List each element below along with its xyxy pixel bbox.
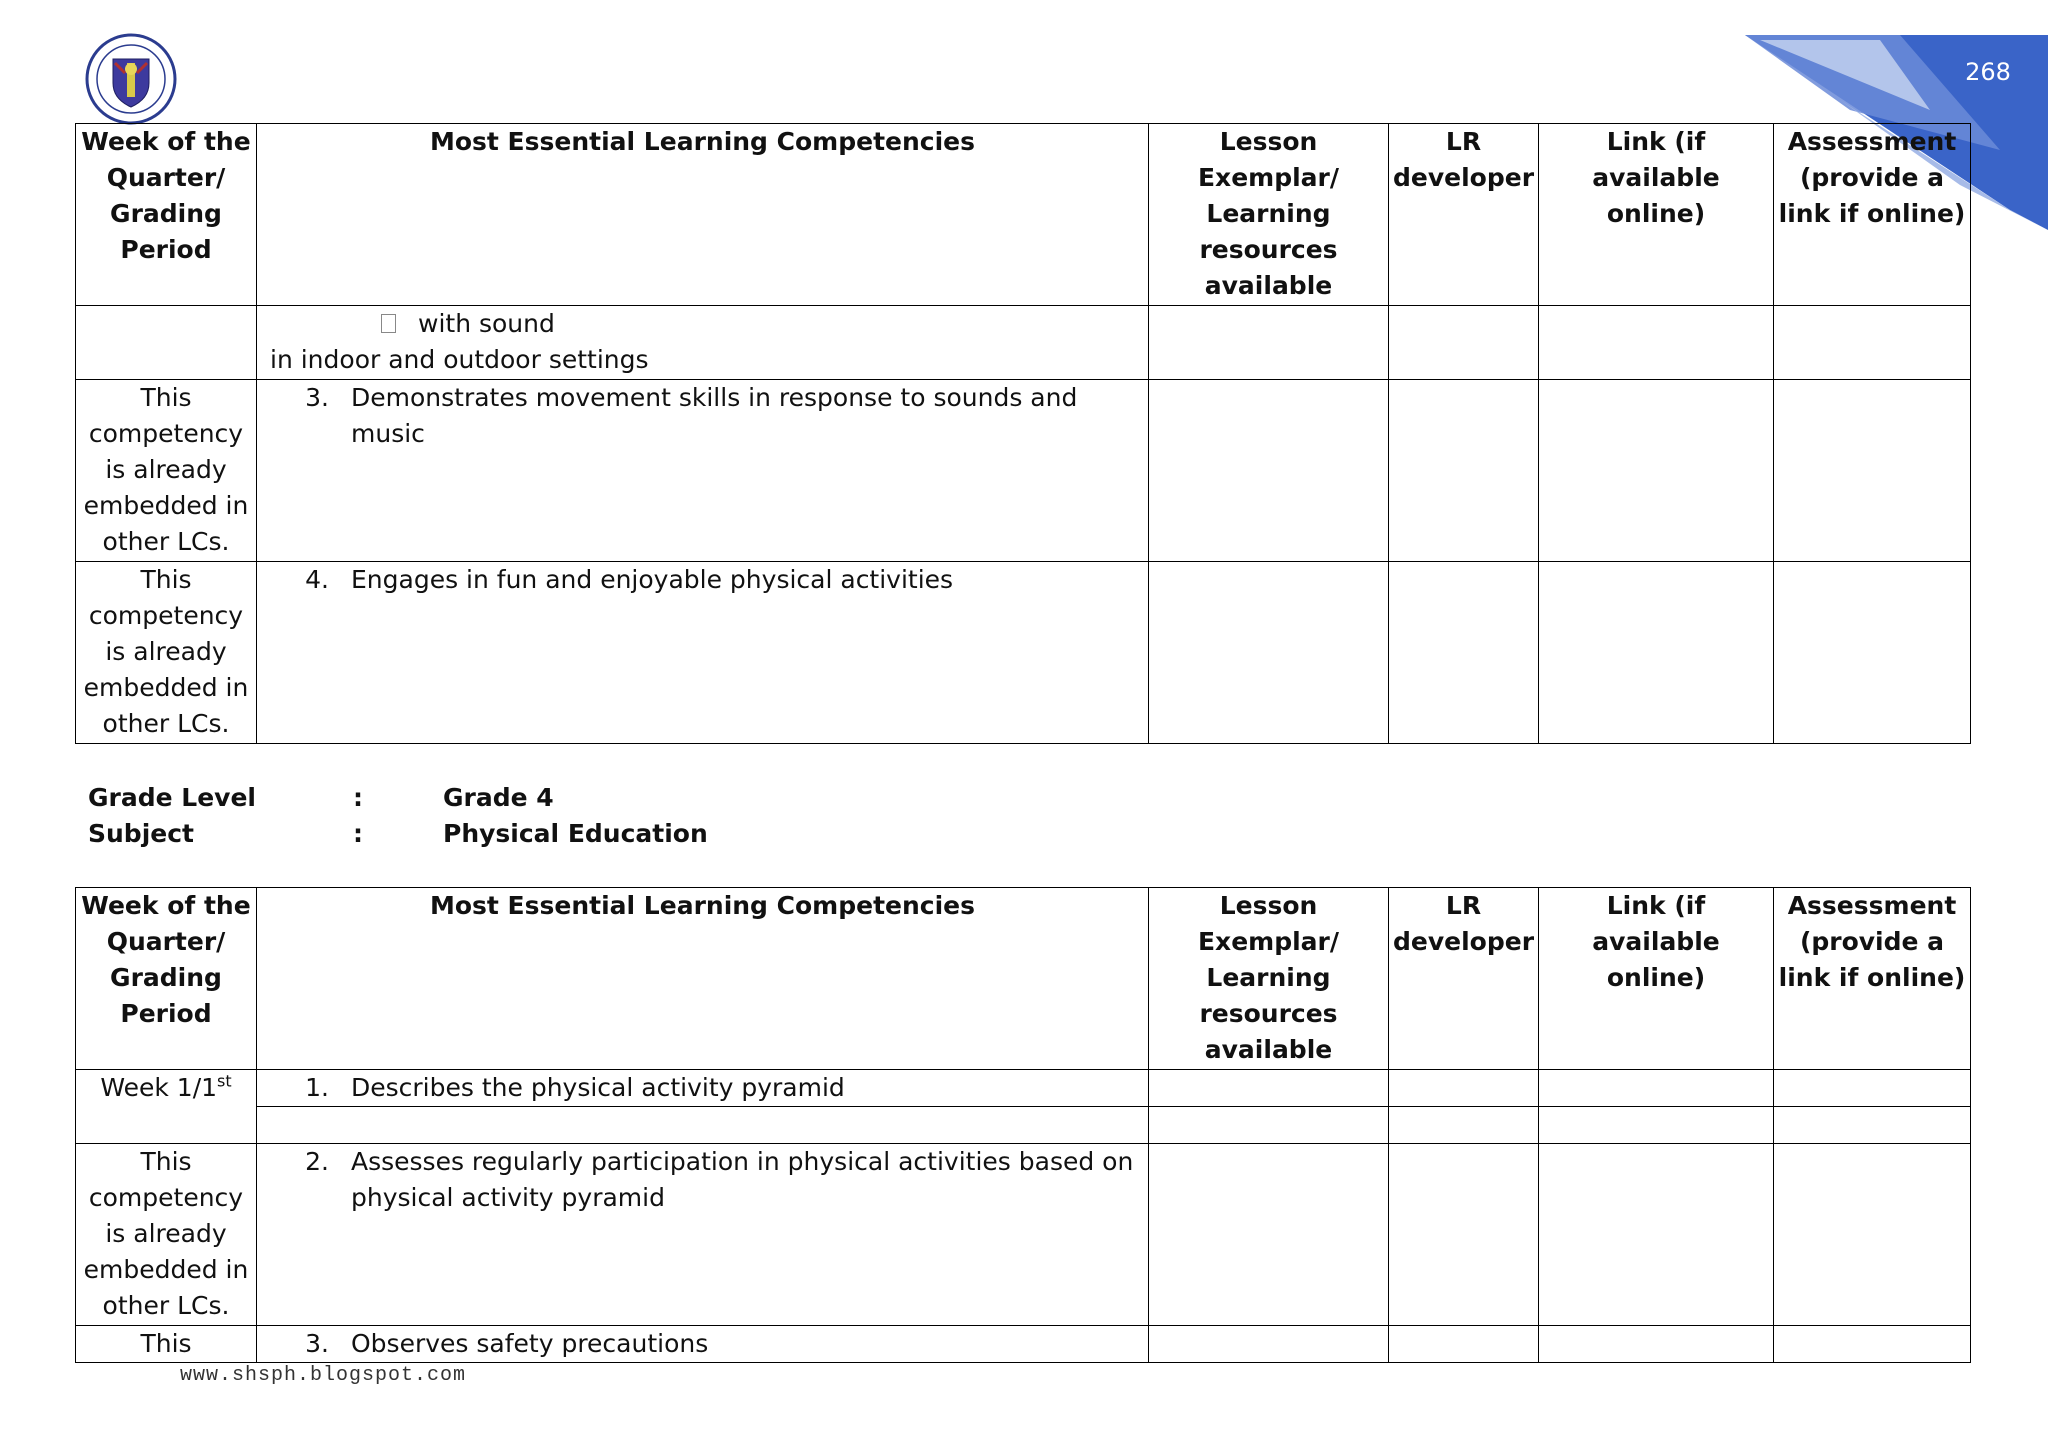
- week-superscript: st: [217, 1071, 232, 1091]
- week-cell: [76, 306, 257, 380]
- assessment-cell: [1774, 1070, 1971, 1107]
- table-row: [76, 562, 1971, 744]
- table-row: [76, 1144, 1971, 1326]
- grade-subject-info: [88, 780, 708, 852]
- competency-number: 1.: [305, 1073, 329, 1102]
- page-number: 268: [1965, 58, 2011, 86]
- lesson-cell: [1149, 1326, 1389, 1363]
- lr-cell: [1389, 1107, 1539, 1144]
- table-row: [76, 306, 1971, 380]
- competency-text: Assesses regularly participation in physical activities based on physical activity pyramid: [351, 1147, 1134, 1212]
- header-lesson-exemplar: Lesson Exemplar/ Learning resources available: [1149, 124, 1389, 306]
- competency-number: 2.: [305, 1147, 329, 1176]
- lr-cell: [1389, 380, 1539, 562]
- competency-cell: [257, 306, 1149, 380]
- competency-cell: [257, 1107, 1149, 1144]
- lesson-cell: [1149, 562, 1389, 744]
- week-text: Week 1/1: [100, 1073, 218, 1102]
- competency-text: Observes safety precautions: [351, 1329, 709, 1358]
- competency-number: 4.: [305, 565, 329, 594]
- header-melc: Most Essential Learning Competencies: [257, 888, 1149, 1070]
- table-row: [76, 1070, 1971, 1107]
- competency-cell: [257, 1326, 1149, 1363]
- assessment-cell: [1774, 1107, 1971, 1144]
- competency-cell: [257, 380, 1149, 562]
- table-header-row: [76, 124, 1971, 306]
- link-cell: [1539, 306, 1774, 380]
- header-link: Link (if available online): [1539, 124, 1774, 306]
- table-row: [76, 1107, 1971, 1144]
- lr-cell: [1389, 1326, 1539, 1363]
- week-cell: [76, 1070, 257, 1144]
- link-cell: [1539, 1107, 1774, 1144]
- link-cell: [1539, 380, 1774, 562]
- continuation-text: in indoor and outdoor settings: [270, 345, 649, 374]
- assessment-cell: [1774, 1144, 1971, 1326]
- header-lesson-exemplar: Lesson Exemplar/ Learning resources available: [1149, 888, 1389, 1070]
- week-cell: This competency is already embedded in other LCs.: [76, 1144, 257, 1326]
- header-lr-developer: LR developer: [1389, 124, 1539, 306]
- header-week: Week of the Quarter/ Grading Period: [76, 124, 257, 306]
- link-cell: [1539, 1144, 1774, 1326]
- link-cell: [1539, 1326, 1774, 1363]
- competency-text: Describes the physical activity pyramid: [351, 1073, 845, 1102]
- lr-cell: [1389, 562, 1539, 744]
- melc-table-1: [75, 123, 1971, 744]
- footer-url: www.shsph.blogspot.com: [180, 1364, 467, 1387]
- header-assessment: Assessment (provide a link if online): [1774, 124, 1971, 306]
- lesson-cell: [1149, 1144, 1389, 1326]
- subject-value: Physical Education: [443, 819, 708, 848]
- week-cell: This competency is already embedded in other LCs.: [76, 562, 257, 744]
- header-lr-developer: LR developer: [1389, 888, 1539, 1070]
- competency-number: 3.: [305, 383, 329, 412]
- lr-cell: [1389, 306, 1539, 380]
- competency-cell: [257, 1070, 1149, 1107]
- assessment-cell: [1774, 562, 1971, 744]
- link-cell: [1539, 562, 1774, 744]
- week-cell: This competency is already embedded in other LCs.: [76, 380, 257, 562]
- header-melc: Most Essential Learning Competencies: [257, 124, 1149, 306]
- week-cell: This: [76, 1326, 257, 1363]
- competency-text: Demonstrates movement skills in response to sounds and music: [351, 383, 1078, 448]
- grade-level-value: Grade 4: [443, 783, 554, 812]
- grade-level-separator: :: [353, 783, 363, 812]
- competency-number: 3.: [305, 1329, 329, 1358]
- subject-separator: :: [353, 819, 363, 848]
- table-header-row: [76, 888, 1971, 1070]
- lesson-cell: [1149, 306, 1389, 380]
- melc-table-2: [75, 887, 1971, 1363]
- lesson-cell: [1149, 1107, 1389, 1144]
- grade-level-label: Grade Level: [88, 783, 256, 812]
- lesson-cell: [1149, 380, 1389, 562]
- header-link: Link (if available online): [1539, 888, 1774, 1070]
- competency-cell: [257, 562, 1149, 744]
- assessment-cell: [1774, 306, 1971, 380]
- lr-cell: [1389, 1070, 1539, 1107]
- competency-cell: [257, 1144, 1149, 1326]
- sub-item-text: with sound: [418, 309, 555, 338]
- assessment-cell: [1774, 380, 1971, 562]
- assessment-cell: [1774, 1326, 1971, 1363]
- table-row: [76, 1326, 1971, 1363]
- header-assessment: Assessment (provide a link if online): [1774, 888, 1971, 1070]
- bullet-icon: [381, 314, 396, 333]
- table-row: [76, 380, 1971, 562]
- lesson-cell: [1149, 1070, 1389, 1107]
- header-week: Week of the Quarter/ Grading Period: [76, 888, 257, 1070]
- lr-cell: [1389, 1144, 1539, 1326]
- link-cell: [1539, 1070, 1774, 1107]
- competency-text: Engages in fun and enjoyable physical activities: [351, 565, 954, 594]
- subject-label: Subject: [88, 819, 194, 848]
